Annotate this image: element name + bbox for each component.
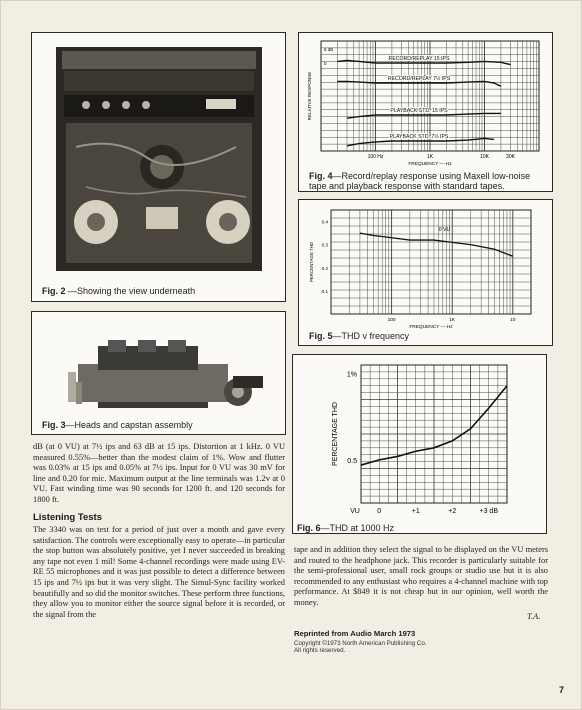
figure-5-text: —THD v frequency [332, 331, 410, 341]
x-tick-label: 1K [426, 154, 434, 160]
y-axis-label: PERCENTAGE THD [332, 402, 339, 466]
series-line-0 [360, 233, 513, 256]
paragraph-specs: dB (at 0 VU) at 7½ ips and 63 dB at 15 ips. Distortion at 1 kHz. 0 VU measured 0.55%—better than the modest claim of 1%. Wow and flutter was 0.03% at 15 ips and 0.05% at 7½ ips. Input for 0 VU was 30 mV for line and 0.20 for mic. Maximum output at the line terminals was 1.2v at 0 VU. Fast winding time was 90 seconds for 1200 ft. and 120 seconds for 1800 ft. [33, 442, 285, 504]
figure-4-text-line2: tape and playback response with standard tapes. [309, 181, 505, 191]
figure-3-frame [31, 311, 286, 435]
x-tick-label: 1K [449, 318, 456, 323]
y-axis-label: PERCENTAGE THD [309, 241, 314, 283]
figure-5-number: Fig. 5 [309, 331, 333, 341]
figure-6-number: Fig. 6 [297, 523, 321, 533]
figure-2-photo [56, 47, 262, 271]
x-tick-label: 10K [480, 154, 489, 160]
y-tick-label: 0.1 [321, 288, 328, 294]
author-initials: T.A. [527, 612, 541, 621]
plot-border [331, 210, 531, 314]
paragraph-conclusion: tape and in addition they select the signal to be displayed on the VU meters and routed to the headphone jack. This recorder is particularly suitable for the semi-professional user, small rock groups or studio use but it is also recommended to any enthusiast who requires a 4-channel machine with top performance. At $849 it is not cheap but in our opinion, well worth the money. [294, 545, 548, 607]
figure-4-chart [299, 33, 554, 193]
figure-4-caption [309, 171, 530, 191]
x-tick-label: 0 [377, 508, 382, 515]
figure-6-caption [297, 523, 394, 533]
figure-6-chart [293, 355, 548, 535]
x-tick-label: +2 [448, 508, 457, 515]
heads-capstan-image [38, 324, 278, 416]
series-label-3: PLAYBACK STD. 7½ IPS [389, 134, 449, 140]
x-axis-label: FREQUENCY — Hz [409, 325, 453, 330]
y-axis-label: RELATIVE RESPONSE [307, 71, 312, 121]
figure-5-caption [309, 331, 409, 341]
x-tick-label: 10 [510, 318, 516, 323]
x-tick-label: 30K [506, 154, 515, 160]
figure-3-photo [38, 324, 278, 416]
figure-3-caption [42, 420, 193, 430]
x-tick-label: 100 [387, 318, 396, 323]
x-axis-label: FREQUENCY — Hz [408, 162, 452, 167]
figure-2-text: —Showing the view underneath [65, 286, 196, 296]
figure-6-text: —THD at 1000 Hz [320, 523, 395, 533]
x-tick-label: +3 dB [479, 508, 498, 515]
y-tick-label: 0.2 [321, 265, 328, 271]
section-heading-listening-tests: Listening Tests [33, 512, 102, 523]
recorder-underside-image [56, 47, 262, 271]
copyright-line-2: All rights reserved. [294, 647, 346, 654]
reprint-notice: Reprinted from Audio March 1973 [294, 629, 416, 638]
x-tick-label: 100 Hz [367, 154, 384, 160]
y-tick-label-0: 5 dB [324, 47, 334, 52]
copyright-line-1: Copyright ©1973 North American Publishing Co. [294, 640, 427, 647]
figure-6-frame [292, 354, 547, 534]
figure-2-caption [42, 286, 195, 296]
y-tick-label: 1% [346, 371, 357, 379]
figure-4-text-line1: —Record/replay response using Maxell low-noise [332, 171, 531, 181]
y-tick-label: 0.5 [347, 457, 357, 465]
figure-2-number: Fig. 2 [42, 286, 66, 296]
page-number: 7 [559, 685, 565, 695]
series-label-0: RECORD/REPLAY 15 IPS [388, 56, 450, 62]
y-tick-label: 0.3 [321, 242, 328, 248]
series-label-2: PLAYBACK STD. 15 IPS [390, 108, 448, 114]
series-label-0: 0 VU [438, 227, 451, 234]
y-tick-label-1: 0 [324, 61, 327, 66]
x-tick-label: +1 [411, 508, 420, 515]
figure-4-number: Fig. 4 [309, 171, 333, 181]
figure-2-frame [31, 32, 286, 302]
y-tick-label: 0.4 [321, 219, 328, 225]
series-label-1: RECORD/REPLAY 7½ IPS [387, 76, 451, 82]
figure-5-frame [298, 199, 553, 346]
paragraph-listening: The 3340 was on test for a period of just over a month and gave every satisfaction. The controls were exceptionally easy to operate—in particular the stop button was absolutely positive, yet I never succeeded in breaking any tape not even 1 mil! Some 4-channel recordings were made using EV-RE 55 microphones and it was just possible to detect a difference between 15 ips and 7½ ips but it was very slight. The Simul-Sync facility worked beautifully and so did the monitor switches. These perform three functions, they allow you to monitor either the source signal before it is recorded, or the signal from the [33, 525, 285, 619]
figure-3-text: —Heads and capstan assembly [65, 420, 193, 430]
x-tick-label: VU [350, 508, 360, 515]
figure-4-frame [298, 32, 553, 192]
figure-5-chart [299, 200, 554, 347]
figure-3-number: Fig. 3 [42, 420, 66, 430]
